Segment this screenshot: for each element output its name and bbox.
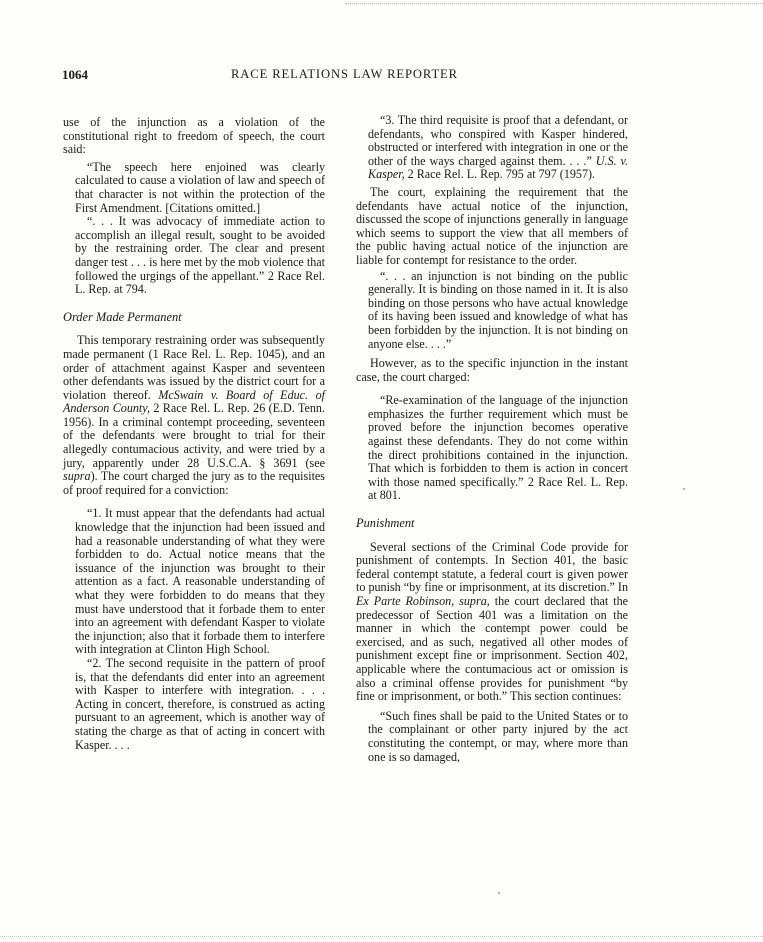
case-citation: McSwain v. Board of Educ. of Anderson County, [63, 387, 326, 416]
paragraph: Several sections of the Criminal Code provide for punishment of contempts. In Section 401, the basic federal contempt statute, a federal court is given power to punish “by fine or imprisonment, at its discretion.” In Ex Parte Robinson, supra, the court declared that the predecessor of Section 401 was a limitation on the manner in which the contempt power could be exercised, and as such, negatived all other modes of punishment except fine or imprisonment. Section 402, applicable where the contumacious act or omission is also a criminal offense provides for punishment “by fine or imprisonment, or both.” This section continues: [356, 539, 628, 704]
scan-speck [683, 488, 685, 490]
block-quote: “3. The third requisite is proof that a defendant, or defendants, who conspired with Kasper hindered, obstructed or interfered with integration in one or the other of the ways charged against them. . . .” U.S. v. Kasper, 2 Race Rel. L. Rep. 795 at 797 (1957). [368, 113, 628, 182]
paragraph: The court, explaining the requirement that the defendants have actual notice of the injunction, discussed the scope of injunctions generally in language which seems to support the view that all members of the public having actual notice of the injunction are liable for contempt for resistance to the order. [356, 184, 628, 267]
page-number: 1064 [62, 67, 88, 82]
paragraph: This temporary restraining order was subsequently made permanent (1 Race Rel. L. Rep. 1045), and an order of attachment against Kasper and seventeen other defendants was issued by the district court for a violation thereof. McSwain v. Board of Educ. of Anderson County, 2 Race Rel. L. Rep. 26 (E.D. Tenn. 1956). In a criminal contempt proceeding, seventeen of the defendants were brought to trial for their allegedly contumacious activity, and were tried by a jury, apparently under 28 U.S.C.A. § 3691 (see supra). The court charged the jury as to the requisites of proof required for a conviction: [63, 333, 326, 497]
block-quote: “1. It must appear that the defendants had actual knowledge that the injunction had been issued and had a reasonable understanding of what they were forbidden to do. Actual notice means that the issuance of the injunction was brought to their attention as a fact. A reasonable understanding of what they were forbidden to do means that they must have understood that it forbade them to enter into an agreement with defendant Kasper to violate the injunction; also that it forbade them to interfere with integration at Clinton High School. [75, 506, 325, 657]
page-header [62, 67, 702, 87]
scan-artifact-bottom [0, 936, 763, 937]
case-citation: U.S. v. Kasper, [368, 153, 628, 182]
block-quote: “. . . It was advocacy of immediate action to accomplish an illegal result, sought to be avoided by the restraining order. The clear and present danger test . . . is here met by the mob violence that followed the urgings of the appellant.” 2 Race Rel. L. Rep. at 794. [75, 214, 325, 297]
paragraph: However, as to the specific injunction in the instant case, the court charged: [356, 356, 628, 384]
running-head: RACE RELATIONS LAW REPORTER [231, 67, 458, 81]
scan-artifact-top [345, 3, 763, 4]
paragraph: use of the injunction as a violation of the constitutional right to freedom of speech, the court said: [63, 115, 325, 157]
block-quote: “Re-examination of the language of the injunction emphasizes the further requirement which must be proved before the injunction becomes operative against these defendants. They do not come within the direct prohibitions contained in the injunction. That which is forbidden to them is action in concert with those named specifically.” 2 Race Rel. L. Rep. at 801. [368, 393, 628, 503]
left-column [63, 116, 325, 752]
right-column [356, 114, 628, 764]
block-quote: “2. The second requisite in the pattern of proof is, that the defendants did enter into an agreement with Kasper to interfere with integration. . . . Acting in concert, therefore, is construed as acting pursuant to an agreement, which is another way of stating the charge as that of acting in concert with Kasper. . . . [75, 655, 325, 752]
case-citation: Ex Parte Robinson, supra, [356, 594, 490, 608]
scan-speck [498, 892, 500, 894]
block-quote: “. . . an injunction is not binding on the public generally. It is binding on those named in it. It is also binding on those persons who have actual knowledge of its having been issued and knowledge of what has been forbidden by the injunction. It is not binding on anyone else. . . .” [368, 268, 628, 351]
section-subheading: Punishment [356, 516, 415, 531]
block-quote: “Such fines shall be paid to the United States or to the complainant or other party injured by the act constituting the contempt, or may, where more than one is so damaged, [368, 708, 628, 764]
section-subheading: Order Made Permanent [63, 309, 182, 324]
block-quote: “The speech here enjoined was clearly calculated to cause a violation of law and speech of that character is not within the protection of the First Amendment. [Citations omitted.] [75, 159, 325, 215]
